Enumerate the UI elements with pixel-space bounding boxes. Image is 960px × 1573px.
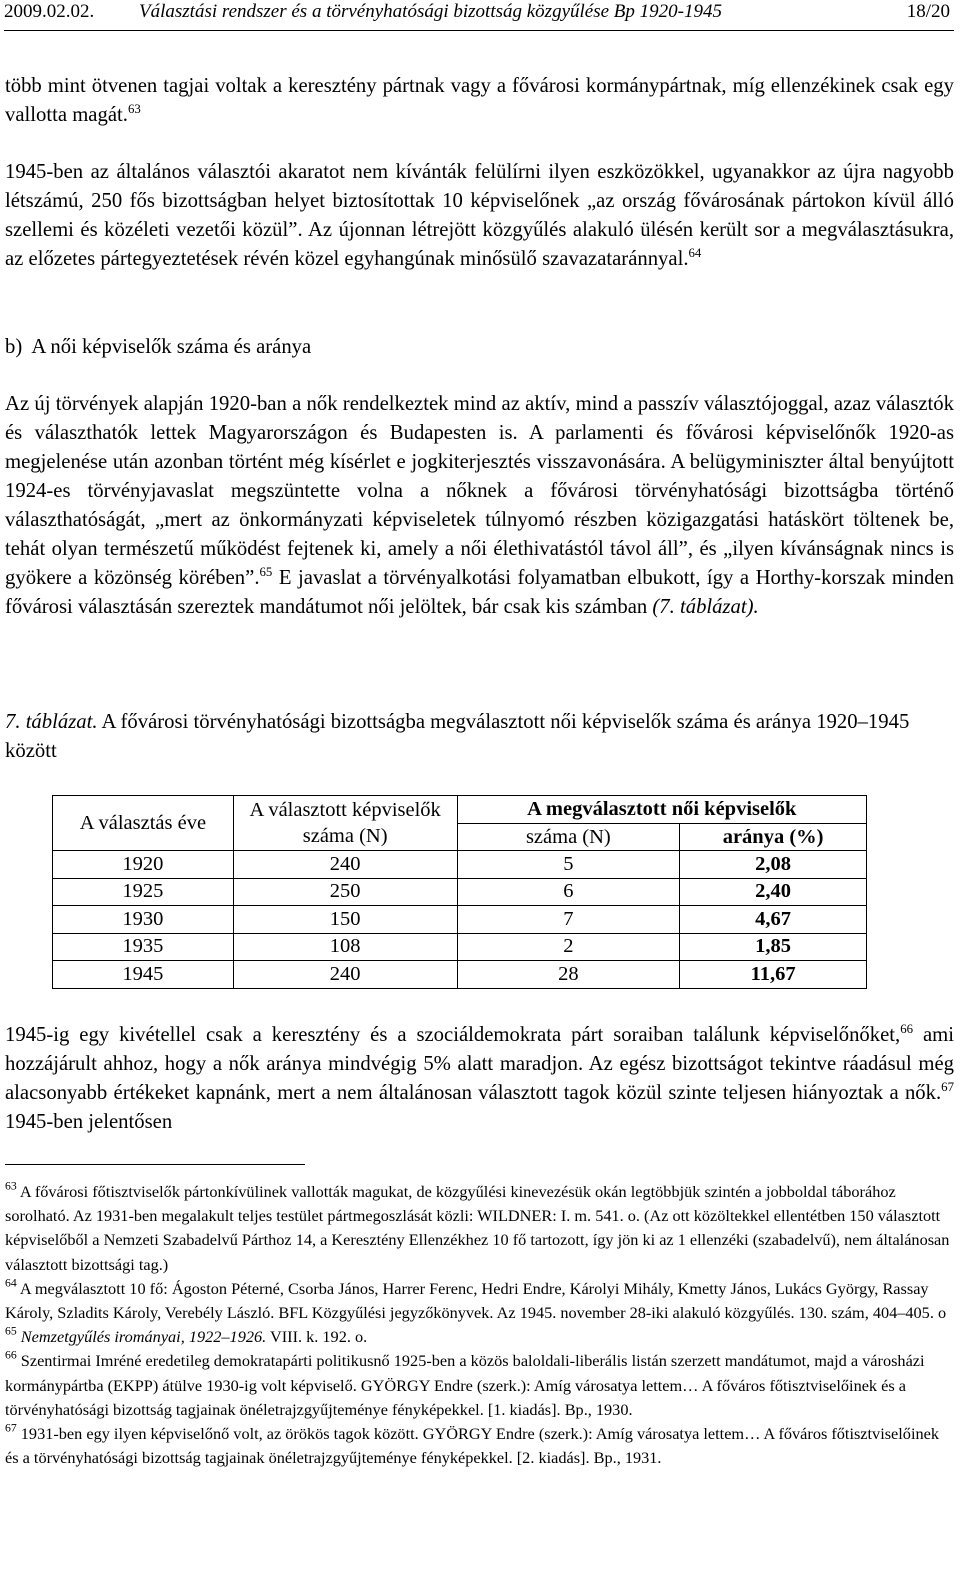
cell-year: 1935 [53,933,234,961]
table-caption [5,708,954,766]
paragraph-3 [5,390,954,622]
col-header-elected-line-2: száma (N) [302,825,388,847]
paragraph-3-text-b: E javaslat a törvényalkotási folyamatban elbukott, így a Horthy-korszak minden fővárosi választásán szereztek mandátumot női jelöltek, bár csak kis számban [5,567,954,618]
cell-ratio: 1,85 [680,933,867,961]
paragraph-3-text-a: Az új törvények alapján 1920-ban a nők rendelkeztek mind az aktív, mind a passzív választójoggal, azaz választók és választhatók lettek Magyarországon és Budapesten is. A parlamenti és fővárosi képviselőnők 1920-as megjelenése után azonban történt még kísérlet e jogkiterjesztés visszavonására. A belügyminiszter által benyújtott 1924-es törvényjavaslat megszüntette volna a nőknek a fővárosi törvényhatósági bizottságba történő választhatóságát, „mert az önkormányzati képviseletek túlnyomó részben közigazgatási hatáskört töltenek be, tehát olyan természetű működést fejtenek ki, amely a női élethivatástól távol áll”, és „ilyen kívánságnak nincs is gyökere a közönség körében”. [5,393,954,589]
footnote-text: Szentirmai Imréné eredetileg demokratapárti politikusnő 1925-ben a közös baloldali-liberális listán szerzett mandátumot, majd a városházi kormánypártba (EKPP) átülve 1930-ig volt képviselő. GYÖRGY Endre (szerk.): Amíg városatya lettem… A főváros főtisztviselőinek és a törvényhatósági bizottság tagjainak önéletrajzgyűjteménye fényképekkel. [1. kiadás]. Bp., 1930. [5,1351,925,1419]
col-header-elected-line-1: A választott képviselők [249,799,441,821]
footnotes [5,1180,954,1470]
cell-ratio: 4,67 [680,906,867,934]
table-caption-label: 7. táblázat. [5,711,98,733]
cell-women: 5 [457,851,680,879]
paragraph-2-text: 1945-ben az általános választói akaratot nem kívánták felülírni ilyen eszközökkel, ugyanakkor az újra nagyobb létszámú, 250 fős bizottságban helyet biztosítottak 10 képviselőnek „az ország fővárosának pártokon kívül álló szellemi és közéleti vezetői közül”. Az újonnan létrejött közgyűlés alakuló ülésén került sor a megválasztásukra, az előzetes pártegyeztetések révén közel egyhangúnak minősülő szavazataránnyal. [5,161,954,270]
table-row [53,906,867,934]
footnote-ref-64[interactable]: 64 [688,246,702,261]
women-representatives-table [52,795,867,989]
footnote-67 [5,1422,954,1470]
paragraph-1-text: több mint ötvenen tagjai voltak a keresztény pártnak vagy a fővárosi kormánypártnak, míg ellenzékinek csak egy vallotta magát. [5,75,954,126]
cell-women: 2 [457,933,680,961]
page-header [4,0,954,31]
footnote-text: A fővárosi főtisztviselők pártonkívülinek vallották magukat, de közgyűlési kinevezésük okán legtöbbjük szintén a jobboldal táborához sorolható. Az 1931-ben megalakult teljes testület pártmegoszlását közli: WILDNER: I. m. 541. o. (Az ott közöltekkel ellentétben 150 választott képviselőből a Nemzeti Szabadelvű Párthoz 14, a Keresztény Ellenzékhez 10 fő tartozott, így jön ki az 1 ellenzéki (szabadelvű), nem általánosan választott bizottsági tag.) [5,1182,950,1274]
col-header-women-count: száma (N) [457,823,680,851]
footnote-number: 66 [5,1349,17,1363]
cell-total: 240 [233,851,457,879]
footnote-ref-65[interactable]: 65 [259,565,273,580]
table-row [53,878,867,906]
table-row [53,961,867,989]
cell-year: 1930 [53,906,234,934]
col-header-year: A választás éve [53,796,234,851]
footnote-64 [5,1277,954,1325]
footnote-divider [5,1164,305,1165]
header-title: Választási rendszer és a törvényhatósági bizottság közgyűlése Bp 1920-1945 [139,1,722,22]
header-date: 2009.02.02. [4,1,95,22]
footnote-63 [5,1180,954,1277]
col-header-women-ratio: aránya (%) [680,823,867,851]
footnote-number: 67 [5,1421,17,1435]
col-header-elected [233,796,457,851]
cell-year: 1925 [53,878,234,906]
cell-total: 108 [233,933,457,961]
footnote-ref-63[interactable]: 63 [127,102,141,117]
footnote-text: 1931-ben egy ilyen képviselőnő volt, az örökös tagok között. GYÖRGY Endre (szerk.): Amíg városatya lettem… A főváros főtisztviselőinek és a törvényhatósági bizottság tagjainak önéletrajzgyűjteménye fényképekkel. [2. kiadás]. Bp., 1931. [5,1424,939,1468]
page-number: 18/20 [906,1,950,22]
table-row [53,933,867,961]
paragraph-1 [5,72,954,130]
paragraph-4-text-b: ami hozzájárult ahhoz, hogy a nők aránya mindvégig 5% alatt maradjon. Az egész bizottságot tekintve ráadásul még alacsonyabb értékeket kapnánk, mert a nem általánosan választott tagok közül szinte teljesen hiányoztak a nők. [5,1024,954,1104]
footnote-text: VIII. k. 192. o. [266,1327,368,1347]
cell-total: 150 [233,906,457,934]
footnote-66 [5,1349,954,1422]
table-reference: (7. táblázat). [652,596,759,618]
cell-total: 250 [233,878,457,906]
cell-women: 28 [457,961,680,989]
footnote-number: 63 [5,1179,17,1193]
cell-women: 7 [457,906,680,934]
footnote-65 [5,1325,954,1349]
paragraph-4 [5,1021,954,1137]
footnote-source-title: Nemzetgyűlés irományai, 1922–1926. [16,1327,267,1347]
paragraph-2 [5,158,954,274]
col-header-women: A megválasztott női képviselők [457,796,866,824]
cell-ratio: 2,40 [680,878,867,906]
cell-year: 1920 [53,851,234,879]
cell-total: 240 [233,961,457,989]
cell-ratio: 11,67 [680,961,867,989]
footnote-ref-67[interactable]: 67 [941,1080,954,1095]
footnote-number: 65 [5,1324,17,1338]
table-caption-text: A fővárosi törvényhatósági bizottságba megválasztott női képviselők száma és aránya 1920–1945 között [5,711,910,762]
paragraph-4-text-a: 1945-ig egy kivétellel csak a keresztény és a szociáldemokrata párt soraiban találunk képviselőnőket, [5,1024,901,1046]
footnote-number: 64 [5,1276,17,1290]
footnote-text: A megválasztott 10 fő: Ágoston Péterné, Csorba János, Harrer Ferenc, Hedri Endre, Károlyi Mihály, Kmetty János, Lukács György, Rassay Károly, Szladits Károly, Verebély László. BFL Közgyűlési jegyzőkönyvek. Az 1945. november 28-iki alakuló közgyűlés. 130. szám, 404–405. o [5,1278,947,1323]
paragraph-4-text-c: 1945-ben jelentősen [5,1111,173,1133]
cell-ratio: 2,08 [680,851,867,879]
cell-women: 6 [457,878,680,906]
footnote-ref-66[interactable]: 66 [900,1022,914,1037]
table-row [53,851,867,879]
section-heading: b) A női képviselők száma és aránya [5,336,312,358]
cell-year: 1945 [53,961,234,989]
